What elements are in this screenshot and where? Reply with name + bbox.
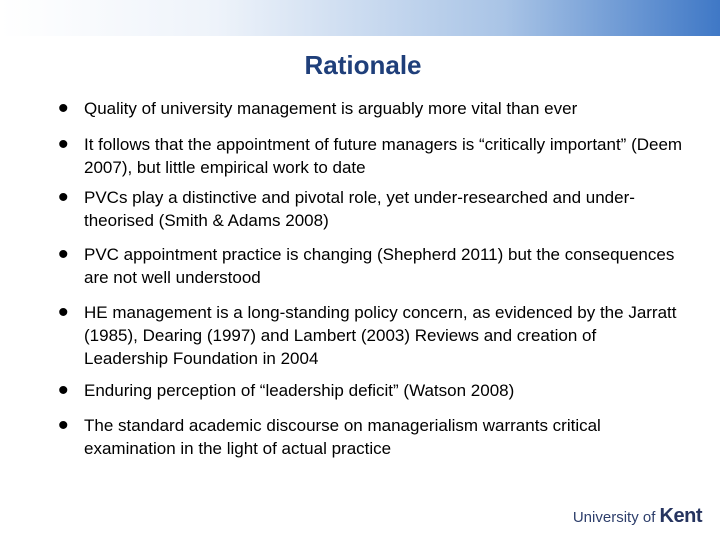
bullet-text: PVC appointment practice is changing (Shepherd 2011) but the consequences are not well understood bbox=[84, 245, 675, 287]
bullet-dot-icon: • bbox=[58, 409, 69, 442]
logo-prefix: University of bbox=[572, 509, 656, 526]
bullet-text: The standard academic discourse on managerialism warrants critical examination in the light of actual practice bbox=[84, 416, 601, 458]
bullet-dot-icon: • bbox=[58, 374, 69, 407]
bullet-text: Enduring perception of “leadership deficit” (Watson 2008) bbox=[84, 381, 515, 400]
bullet-dot-icon: • bbox=[58, 92, 69, 125]
logo-name: Kent bbox=[659, 505, 702, 527]
bullet-text: PVCs play a distinctive and pivotal role, yet under-researched and under-theorised (Smith & Adams 2008) bbox=[84, 188, 635, 230]
bullet-dot-icon: • bbox=[58, 128, 69, 161]
bullet-text: It follows that the appointment of future managers is “critically important” (Deem 2007), but little empirical work to date bbox=[84, 135, 683, 177]
bullet-text: Quality of university management is arguably more vital than ever bbox=[84, 99, 578, 118]
university-logo bbox=[573, 505, 702, 528]
header-gradient-band bbox=[0, 0, 720, 36]
bullet-text: HE management is a long-standing policy concern, as evidenced by the Jarratt (1985), Dearing (1997) and Lambert (2003) Reviews and creation of Leadership Foundation in 2004 bbox=[84, 303, 677, 368]
bullet-dot-icon: • bbox=[58, 296, 69, 329]
bullet-dot-icon: • bbox=[58, 181, 69, 214]
bullet-dot-icon: • bbox=[58, 238, 69, 271]
slide-title: Rationale bbox=[304, 50, 422, 80]
